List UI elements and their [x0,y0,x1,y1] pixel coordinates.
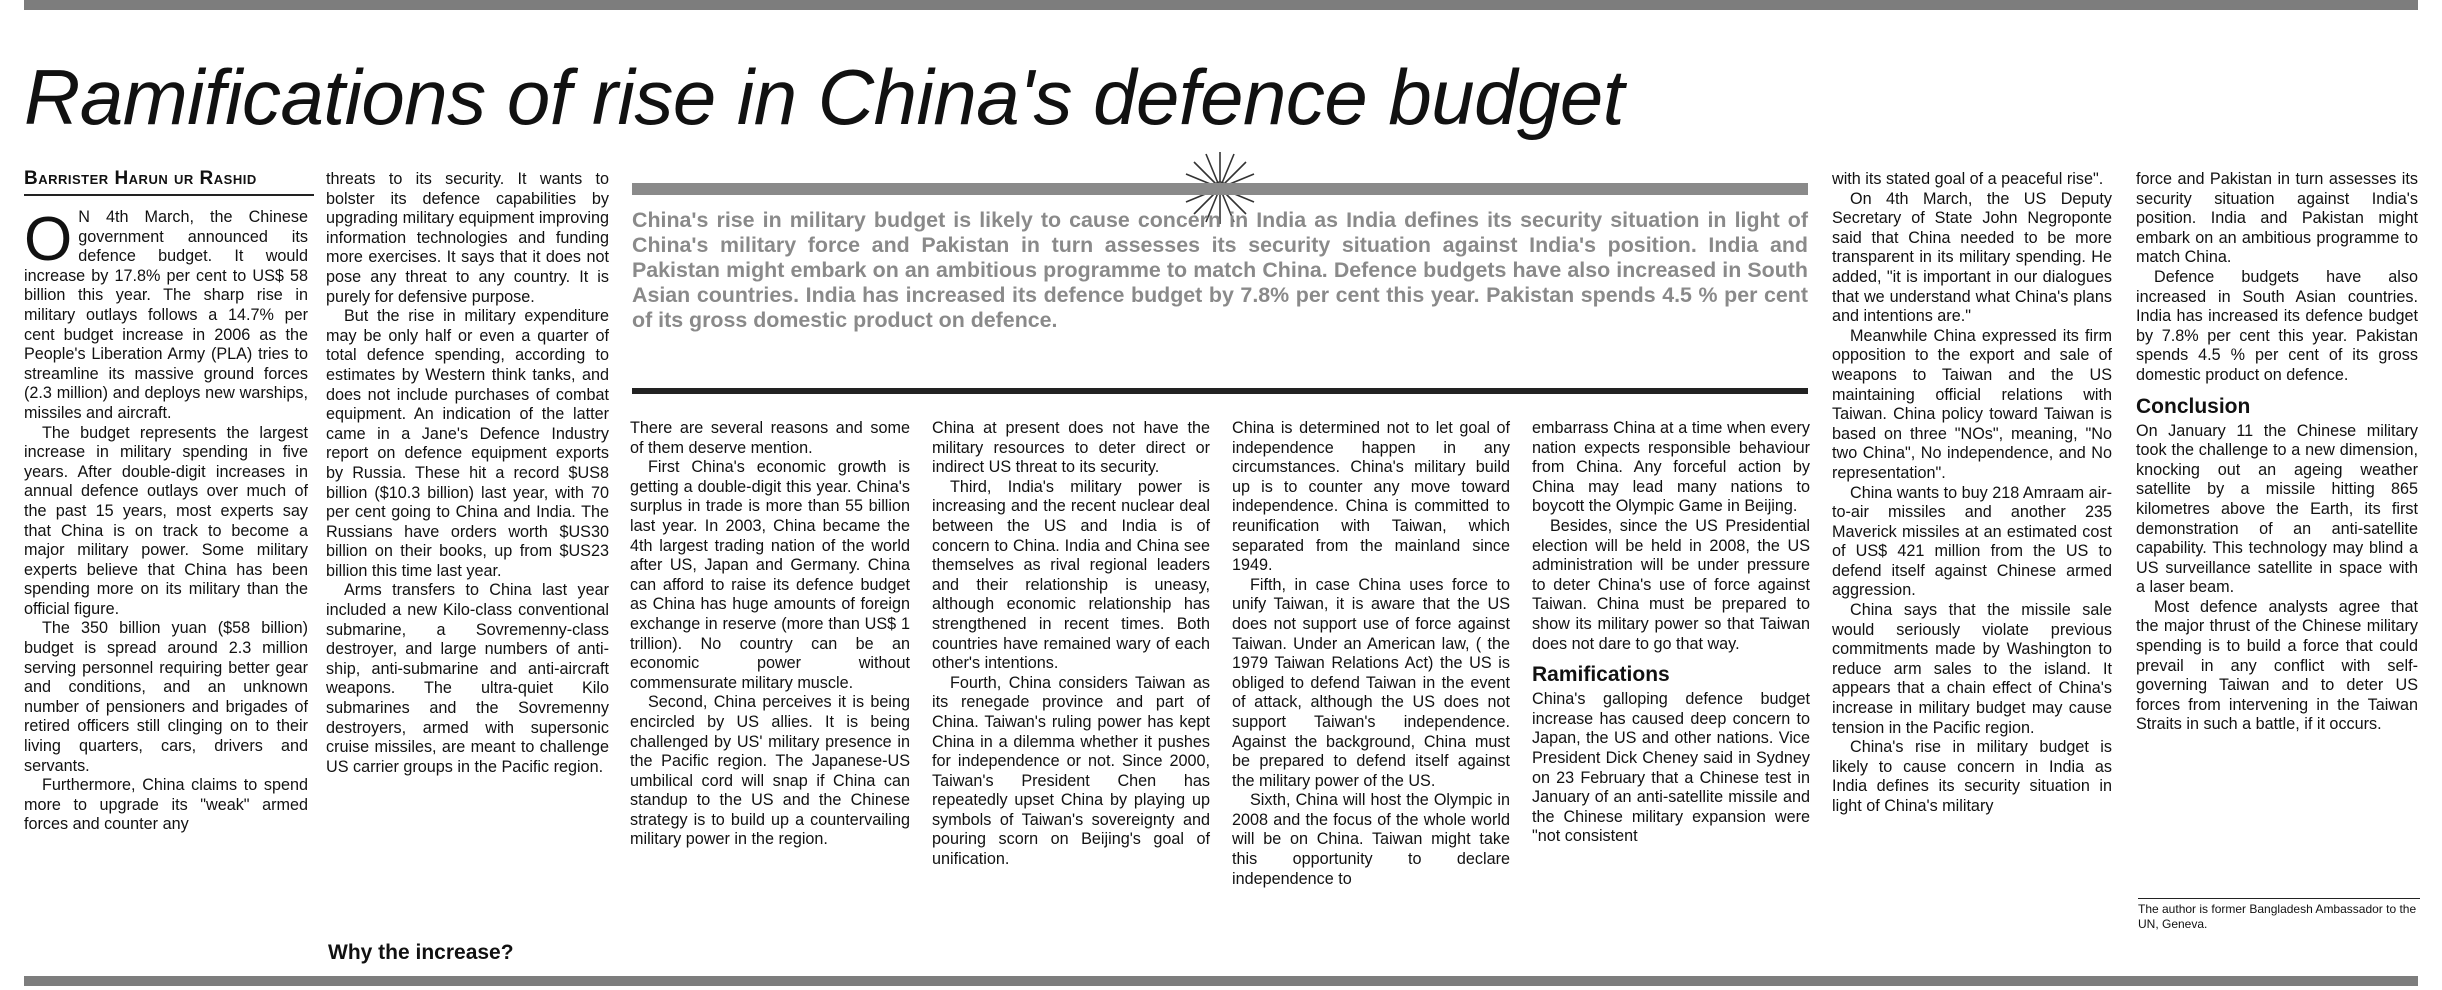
pull-quote-top-bar [632,183,1808,195]
column-6 [1532,419,1810,847]
paragraph: The 350 billion yuan ($58 billion) budget is spread around 2.3 million serving personnel requiring better gear and conditions, and an unknown number of pensioners and brigades of retired officers still clinging on to their living quarters, cars, drivers and servants. [24,619,308,775]
paragraph: But the rise in military expenditure may be only half or even a quarter of total defence spending, according to estimates by Western think tanks, and does not include purchases of combat equipment. An indication of the latter came in a Jane's Defence Industry report on defence equipment exports by Russia. These hit a record $US8 billion ($10.3 billion) last year, with 70 per cent going to China and India. The Russians have orders worth $US30 billion on their books, up from $US23 billion this time last year. [326,307,609,580]
top-rule [24,0,2418,10]
pull-quote: China's rise in military budget is likely to cause concern in India as India defines its security situation in light of China's military force and Pakistan in turn assesses its security situation against India's position. India and Pakistan might embark on an ambitious programme to match China. Defence budgets have also increased in South Asian countries. India has increased its defence budget by 7.8% per cent this year. Pakistan spends 4.5 % per cent of its gross domestic product on defence. [632,208,1808,332]
lead-paragraph [24,205,308,424]
subhead-why-increase: Why the increase? [328,941,514,964]
paragraph: China is determined not to let goal of independence happen in any circumstances. China's military build up is to counter any move toward independence. China is committed to reunification with Taiwan, which separated from the mainland since 1949. [1232,419,1510,575]
paragraph: China says that the missile sale would seriously violate previous commitments made by Washington to reduce arm sales to the island. It appears that a chain effect of China's increase in military budget may cause tension in the Pacific region. [1832,601,2112,737]
paragraph-text: N 4th March, the Chinese government announced its defence budget. It would increase by 17.8% per cent to US$ 58 billion this year. The sharp rise in military outlays follows a 14.7% per cent budget increase in 2006 as the People's Liberation Army (PLA) tries to streamline its massive ground forces (2.3 million) and deploys new warships, missiles and aircraft. [24,208,308,422]
paragraph: There are several reasons and some of them deserve mention. [630,419,910,457]
paragraph: Meanwhile China expressed its firm opposition to the export and sale of weapons to Taiwan and the US maintaining official relations with Taiwan. China policy toward Taiwan is based on three "NOs", meaning, "No two China", No independence, and No representation". [1832,326,2112,482]
paragraph: China wants to buy 218 Amraam air-to-air missiles and another 235 Maverick missiles at an estimated cost of US$ 421 million from the US to defend itself against Chinese armed aggression. [1832,483,2112,600]
paragraph: On January 11 the Chinese military took the challenge to a new dimension, knocking out an ageing weather satellite by a missile hitting 865 kilometres above the Earth, its first demonstration of an anti-satellite capability. This technology may blind a US surveillance satellite in space with a laser beam. [2136,421,2418,597]
author-note: The author is former Bangladesh Ambassador to the UN, Geneva. [2138,898,2420,932]
column-3 [630,419,910,850]
paragraph: with its stated goal of a peaceful rise". [1832,170,2104,188]
paragraph: First China's economic growth is getting a double-digit this year. China's surplus in trade is more than 55 billion last year. In 2003, China became the 4th largest trading nation of the world after US, Japan and Germany. China can afford to raise its defence budget as China has huge amounts of foreign exchange in reserve (more than US$ 1 trillion). No country can be an economic power without commensurate military muscle. [630,458,910,692]
subhead-conclusion: Conclusion [2136,394,2251,418]
paragraph: embarrass China at a time when every nation expects responsible behaviour from China. Any forceful action by China may lead many nations to boycott the Olympic Game in Beijing. [1532,419,1810,516]
paragraph: Defence budgets have also increased in South Asian countries. India has increased its defence budget by 7.8% per cent this year. Pakistan spends 4.5 % per cent of its gross domestic product on defence. [2136,267,2418,384]
headline: Ramifications of rise in China's defence budget [24,53,1624,141]
paragraph: Second, China perceives it is being encircled by US allies. It is being challenged by US' military presence in the Pacific region. The Japanese-US umbilical cord will snap if China can standup to the US and the Chinese strategy is to build up a countervailing military power in the region. [630,693,910,849]
paragraph: Furthermore, China claims to spend more to upgrade its "weak" armed forces and counter any [24,776,308,834]
column-1 [24,205,308,835]
paragraph: threats to its security. It wants to bolster its defence capabilities by upgrading military equipment improving information technologies and funding more exercises. It says that it does not pose any threat to any country. It is purely for defensive purpose. [326,170,609,306]
paragraph: Sixth, China will host the Olympic in 2008 and the focus of the whole world will be on China. Taiwan might take this opportunity to declare independence to [1232,791,1510,888]
paragraph: China's rise in military budget is likely to cause concern in India as India defines its security situation in light of China's military [1832,738,2112,815]
paragraph: Fifth, in case China uses force to unify Taiwan, it is aware that the US does not support use of force against Taiwan. Under an American law, ( the 1979 Taiwan Relations Act) the US is obliged to defend Taiwan in the event of attack, although the US does not support Taiwan's independence. Against the background, China must be prepared to defend itself against the military power of the US. [1232,575,1510,790]
column-5 [1232,419,1510,889]
pull-quote-bottom-rule [632,388,1808,394]
byline: Barrister Harun ur Rashid [24,168,314,196]
paragraph: The budget represents the largest increase in military spending in five years. After double-digit increases in annual defence outlays over much of the past 15 years, most experts say that China is on track to become a major military power. Some military experts believe that China has been spending more on its military than the official figure. [24,423,308,618]
column-7 [1832,170,2112,817]
paragraph: Third, India's military power is increasing and the recent nuclear deal between the US and India is of concern to China. India and China see themselves as rival regional leaders and their relationship is uneasy, although economic relationship has strengthened in recent times. Both countries have remained wary of each other's intentions. [932,477,1210,673]
subhead-ramifications: Ramifications [1532,663,1670,687]
paragraph: Arms transfers to China last year included a new Kilo-class conventional submarine, a Sovremenny-class destroyer, and large numbers of anti-ship, anti-submarine and anti-aircraft weapons. The ultra-quiet Kilo submarines and the Sovremenny destroyers, armed with supersonic cruise missiles, are meant to challenge US carrier groups in the Pacific region. [326,581,609,776]
paragraph: force and Pakistan in turn assesses its security situation against India's position. India and Pakistan might embark on an ambitious programme to match China. [2136,170,2418,267]
paragraph: Most defence analysts agree that the major thrust of the Chinese military spending is to build a force that could prevail in any conflict with self-governing Taiwan and to deter US forces from intervening in the Taiwan Straits in such a battle, if it occurs. [2136,597,2418,734]
paragraph: Fourth, China considers Taiwan as its renegade province and part of China. Taiwan's ruling power has kept China in a dilemma whether it pushes for independence or not. Since 2000, Taiwan's President Chen has repeatedly upset China by playing up symbols of Taiwan's sovereignty and pouring scorn on Beijing's goal of unification. [932,673,1210,869]
paragraph: On 4th March, the US Deputy Secretary of State John Negroponte said that China needed to be more transparent in its military spending. He added, "it is important in our dialogues that we understand what China's plans and intentions are." [1832,189,2112,326]
bottom-rule [24,976,2418,986]
paragraph: Besides, since the US Presidential election will be held in 2008, the US administration will be under pressure to deter China's use of force against Taiwan. China must be prepared to show its military power so that Taiwan does not dare to go that way. [1532,516,1810,653]
paragraph: China at present does not have the military resources to deter direct or indirect US threat to its security. [932,419,1210,477]
column-4 [932,419,1210,870]
column-8 [2136,170,2418,735]
drop-cap: O [24,205,73,274]
paragraph: China's galloping defence budget increase has caused deep concern to Japan, the US and other nations. Vice President Dick Cheney said in Sydney on 23 February that a Chinese test in January of an anti-satellite missile and the Chinese military expansion were "not consistent [1532,690,1810,846]
column-2 [326,170,609,777]
